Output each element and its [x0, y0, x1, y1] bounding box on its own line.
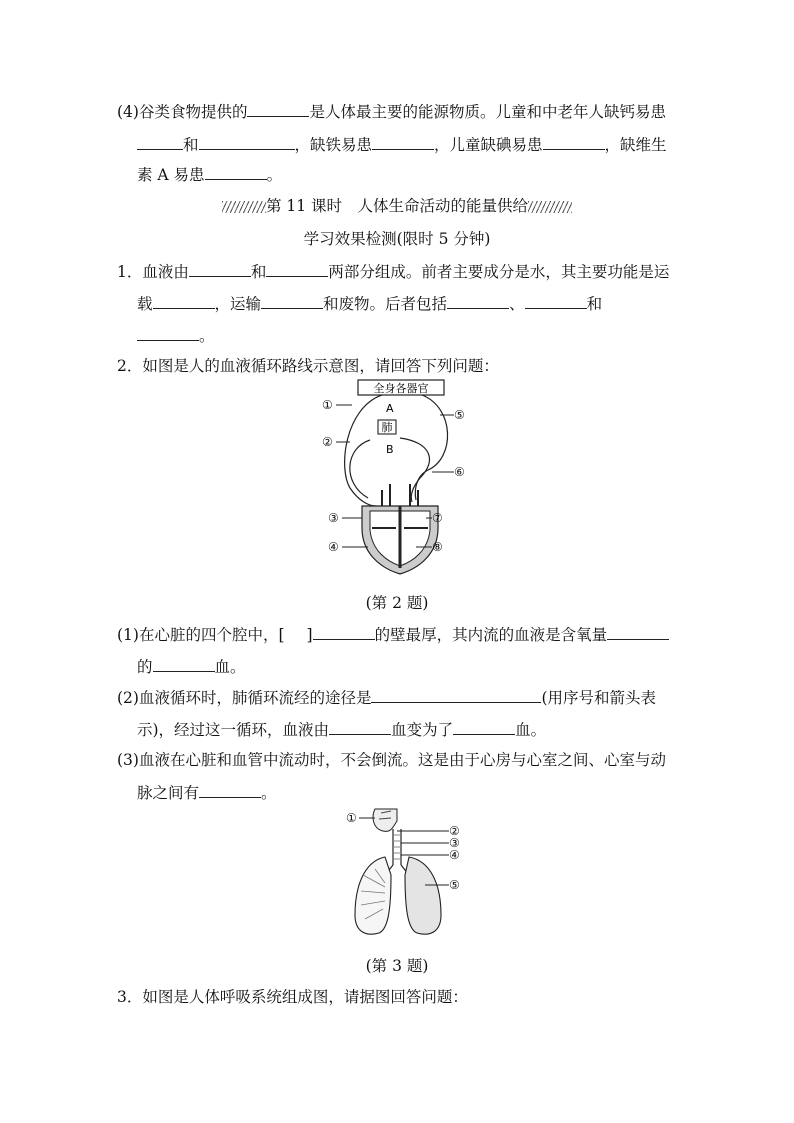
text: ，缺铁易患: [294, 136, 373, 154]
hatch-decoration: [222, 201, 266, 213]
question-number: 1．: [117, 263, 143, 281]
num-2: ②: [449, 824, 460, 838]
text: 血。: [515, 721, 547, 739]
p4-line3: [137, 163, 282, 186]
q2-sub3-line2: [137, 781, 277, 804]
question-number: 3．: [117, 988, 143, 1006]
num-4: ④: [449, 848, 460, 862]
blank[interactable]: [205, 163, 267, 180]
q2-sub1-line2: [137, 655, 246, 678]
text: 和: [250, 263, 267, 281]
text: 如图是人体呼吸系统组成图，请据图回答问题：: [142, 988, 468, 1006]
text: (1)在心脏的四个腔中，[: [117, 626, 285, 644]
blank[interactable]: [247, 100, 309, 117]
text: 血。: [214, 658, 246, 676]
text: 、: [509, 295, 525, 313]
text: 和废物。后者包括: [323, 295, 448, 313]
vessel-1: [345, 395, 382, 506]
text: 血变为了: [391, 721, 454, 739]
blank[interactable]: [266, 260, 328, 277]
num-2: ②: [322, 435, 333, 449]
q1-line2: [137, 292, 602, 315]
p4-line2: [137, 133, 667, 156]
text: 素 A 易患: [137, 166, 205, 184]
text: 示)，经过这一循环，血液由: [137, 721, 330, 739]
blank[interactable]: [199, 133, 295, 150]
num-7: ⑦: [432, 511, 443, 525]
num-5: ⑤: [454, 408, 465, 422]
num-3: ③: [449, 836, 460, 850]
num-1: ①: [322, 398, 333, 412]
blank[interactable]: [137, 133, 183, 150]
text: 是人体最主要的能源物质。儿童和中老年人缺钙易患: [309, 103, 666, 121]
num-1: ①: [346, 811, 357, 825]
blank[interactable]: [371, 686, 541, 703]
q3-caption: (第 3 题): [365, 957, 429, 975]
blank[interactable]: [199, 781, 261, 798]
hatch-decoration: [528, 201, 572, 213]
q2-caption: (第 2 题): [365, 594, 429, 612]
q2-sub1-line1: [117, 623, 669, 646]
vessel-5: [415, 395, 447, 500]
blank[interactable]: [453, 718, 515, 735]
text: ，儿童缺碘易患: [434, 136, 543, 154]
text: 。: [266, 166, 283, 184]
blank[interactable]: [607, 623, 669, 640]
left-lung: [355, 857, 391, 934]
q2-stem: [117, 355, 499, 377]
blank[interactable]: [153, 292, 215, 309]
num-5: ⑤: [449, 878, 460, 892]
blank[interactable]: [329, 718, 391, 735]
great-vessels: [382, 484, 418, 506]
q1-line1: [117, 260, 669, 283]
trachea-rings: [393, 835, 401, 859]
text: ，运输: [214, 295, 262, 313]
q2-sub2-line1: [117, 686, 656, 709]
q3-stem: [117, 986, 468, 1008]
text: 的: [137, 658, 153, 676]
text: 和: [183, 136, 199, 154]
text: (2)血液循环时，肺循环流经的途径是: [117, 689, 372, 707]
blank[interactable]: [261, 292, 323, 309]
right-lung: [405, 857, 441, 934]
text: 。: [261, 784, 277, 802]
p4-line1: [117, 100, 666, 123]
text: 血液由: [142, 263, 189, 281]
blank[interactable]: [372, 133, 434, 150]
text: 的壁最厚，其内流的血液是含氧量: [374, 626, 608, 644]
text: 两部分组成。前者主要成分是水，其主要功能是运: [328, 263, 670, 281]
q2-sub2-line2: [137, 718, 546, 741]
vessel-2: [350, 440, 370, 498]
section-title-row: [0, 195, 794, 217]
label-a: A: [386, 402, 394, 415]
q1-line3: [137, 324, 215, 347]
text: 和: [586, 295, 603, 313]
text: 。: [199, 327, 215, 345]
text: 如图是人的血液循环路线示意图，请回答下列问题：: [142, 357, 499, 375]
blank[interactable]: [189, 260, 251, 277]
num-3: ③: [328, 511, 339, 525]
blank[interactable]: [525, 292, 587, 309]
section-title: 第 11 课时 人体生命活动的能量供给: [265, 197, 529, 215]
question-number: 2．: [117, 357, 143, 375]
blood-circulation-diagram: [320, 378, 480, 578]
respiratory-diagram: [345, 805, 465, 947]
blank[interactable]: [543, 133, 605, 150]
text: ，缺维生: [604, 136, 667, 154]
text: 脉之间有: [137, 784, 200, 802]
text: 载: [137, 295, 153, 313]
num-8: ⑧: [432, 540, 443, 554]
section-subtitle: 学习效果检测(限时 5 分钟): [303, 230, 491, 248]
text: (4)谷类食物提供的: [117, 103, 248, 121]
num-4: ④: [328, 540, 339, 554]
num-6: ⑥: [454, 465, 465, 479]
text: (用序号和箭头表: [541, 689, 657, 707]
blank[interactable]: [153, 655, 215, 672]
blank[interactable]: [313, 623, 375, 640]
blank[interactable]: [137, 324, 199, 341]
label-b: B: [386, 443, 394, 456]
q2-sub3-line1: [117, 749, 666, 771]
lung-label: 肺: [381, 421, 393, 434]
organs-label: 全身各器官: [373, 382, 429, 395]
blank[interactable]: [447, 292, 509, 309]
text: ]: [306, 626, 313, 644]
text: (3)血液在心脏和血管中流动时，不会倒流。这是由于心房与心室之间、心室与动: [117, 751, 666, 769]
